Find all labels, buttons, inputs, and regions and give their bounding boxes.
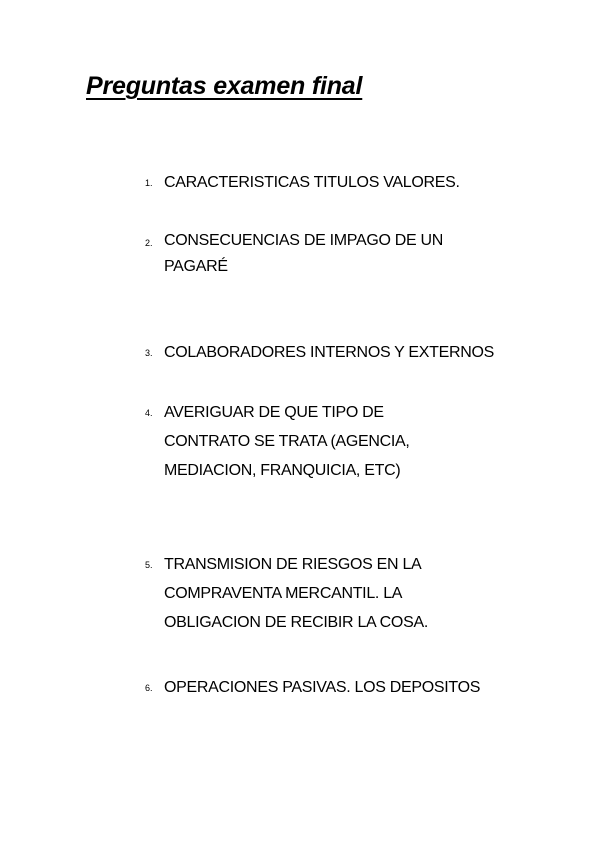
question-line: CONTRATO SE TRATA (AGENCIA, [164, 433, 410, 450]
question-number: 6. [145, 683, 153, 693]
question-text [164, 338, 494, 367]
page-title: Preguntas examen final [86, 72, 363, 100]
question-line: COLABORADORES INTERNOS Y EXTERNOS [164, 344, 495, 361]
question-text [164, 550, 428, 637]
question-text [164, 168, 460, 197]
question-line: PAGARÉ [164, 258, 228, 275]
question-line: COMPRAVENTA MERCANTIL. LA [164, 585, 403, 602]
question-text [164, 398, 410, 485]
question-number: 5. [145, 560, 153, 570]
question-number: 1. [145, 178, 153, 188]
question-number: 3. [145, 348, 153, 358]
question-text [164, 228, 443, 280]
question-number: 2. [145, 238, 153, 248]
question-line: OBLIGACION DE RECIBIR LA COSA. [164, 614, 428, 631]
question-line: TRANSMISION DE RIESGOS EN LA [164, 556, 422, 573]
question-text [164, 673, 480, 702]
question-line: AVERIGUAR DE QUE TIPO DE [164, 404, 384, 421]
question-line: OPERACIONES PASIVAS. LOS DEPOSITOS [164, 679, 481, 696]
question-line: MEDIACION, FRANQUICIA, ETC) [164, 462, 401, 479]
question-line: CONSECUENCIAS DE IMPAGO DE UN [164, 232, 444, 249]
question-line: CARACTERISTICAS TITULOS VALORES. [164, 174, 460, 191]
question-number: 4. [145, 408, 153, 418]
